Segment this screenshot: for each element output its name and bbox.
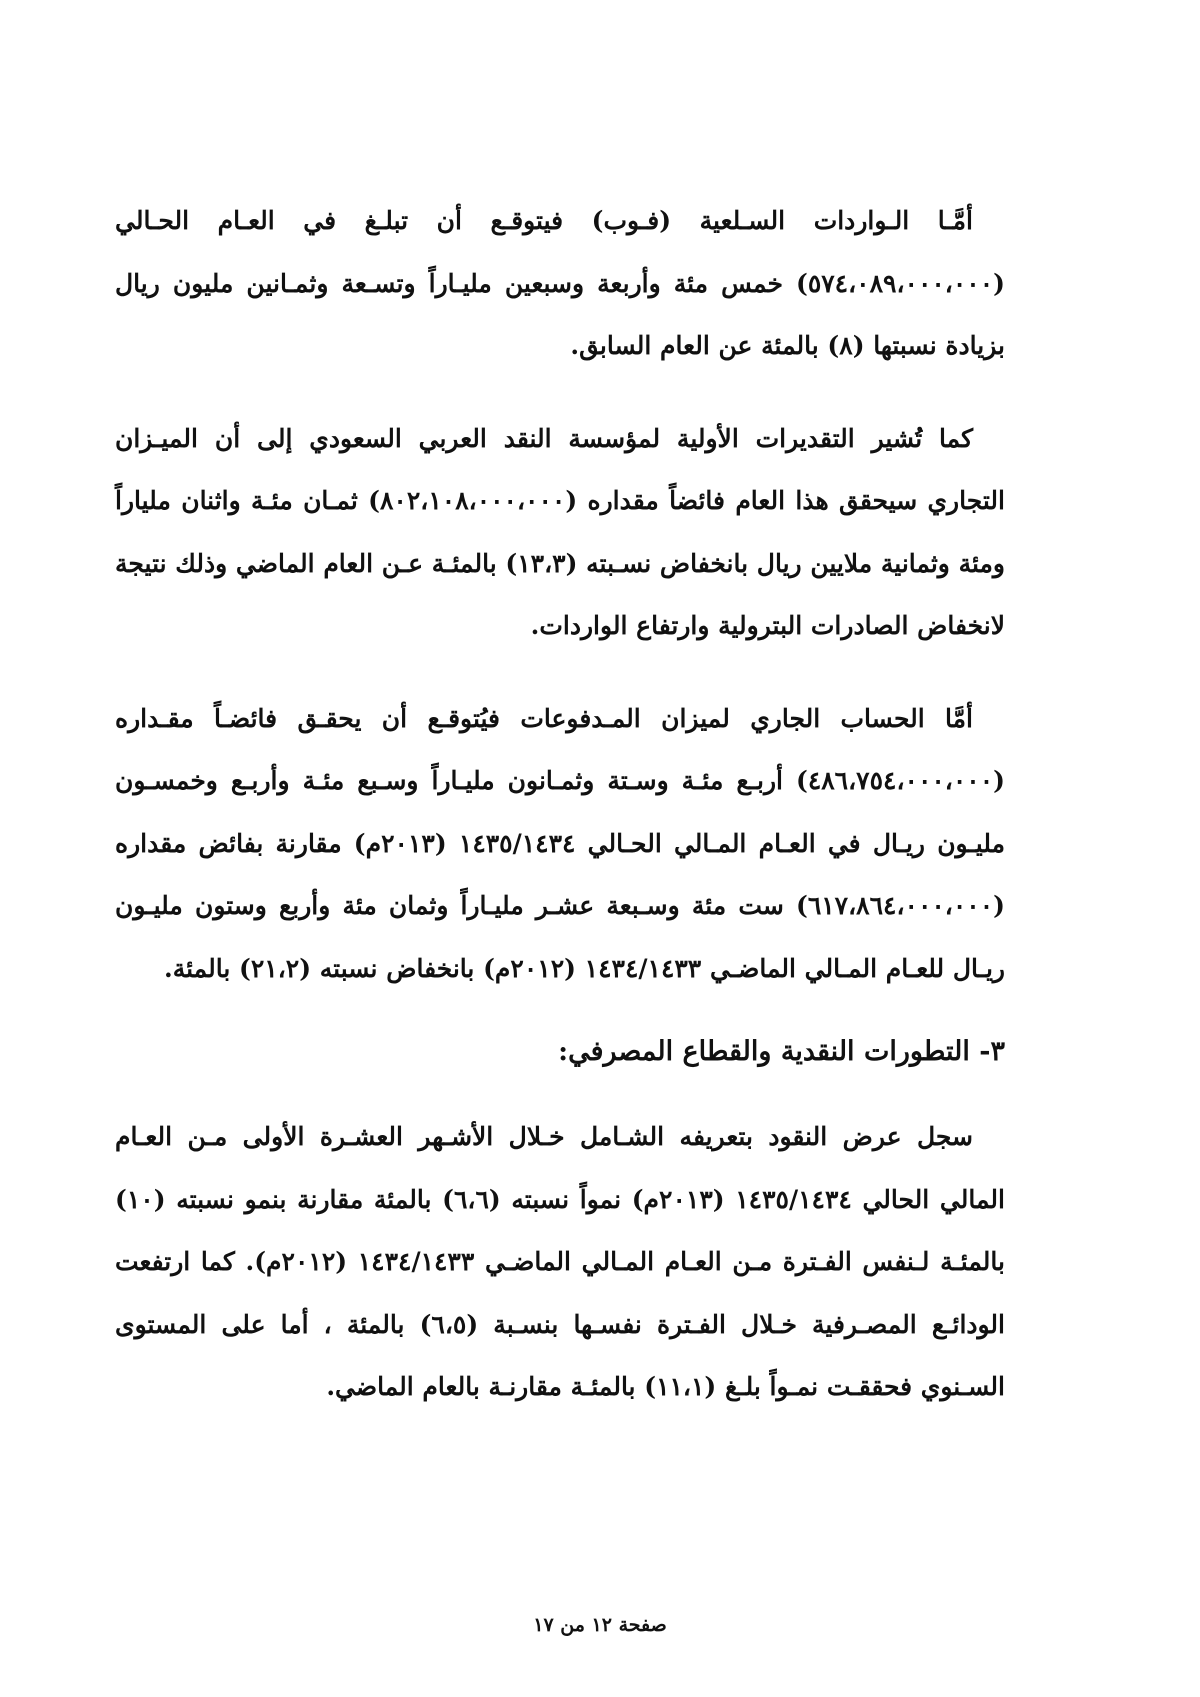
section-heading: ٣- التطورات النقدية والقطاع المصرفي:	[558, 1036, 1005, 1067]
paragraph-trade-balance: كما تُشير التقديرات الأولية لمؤسسة النقد العربي السعودي إلى أن الميـزان التجاري سيحقق هذا العام فائضاً مقداره (٨٠٢،١٠٨،٠٠٠،٠٠٠) ثمـان مئـة واثنان ملياراً ومئة وثمانية ملايين ريال بانخفاض نسـبته (١٣،٣) بالمئـة عـن العام الماضي وذلك نتيجة لانخفاض الصادرات البترولية وارتفاع الواردات.	[115, 423, 1006, 640]
paragraph-current-account: أمَّا الحساب الجاري لميزان المـدفوعات فيُتوقـع أن يحقـق فائضـاً مقـداره (٤٨٦،٧٥٤،٠٠٠،٠٠٠) أربـع مئـة وسـتة وثمـانون مليـاراً وسـبع مئـة وأربـع وخمسـون مليـون ريـال في العـام المـالي الحـالي ١٤٣٥/١٤٣٤ (٢٠١٣م) مقارنة بفائض مقداره (٦١٧،٨٦٤،٠٠٠،٠٠٠) ست مئة وسـبعة عشـر مليـاراً وثمان مئة وأربع وستون مليـون ريـال للعـام المـالي الماضـي ١٤٣٤/١٤٣٣ (٢٠١٢م) بانخفاض نسبته (٢١،٢) بالمئة.	[115, 703, 1005, 983]
paragraph-monetary: سجل عرض النقود بتعريفه الشـامل خـلال الأشـهر العشـرة الأولى مـن العـام المالي الحالي ١٤٣٥/١٤٣٤ (٢٠١٣م) نمواً نسبته (٦،٦) بالمئة مقارنة بنمو نسبته (١٠) بالمئـة لـنفس الفـترة مـن العـام المـالي الماضـي ١٤٣٤/١٤٣٣ (٢٠١٢م). كما ارتفعت الودائـع المصـرفية خـلال الفـترة نفسـها بنسـبة (٦،٥) بالمئة ، أما على المستوى السـنوي فحققـت نمـواً بلـغ (١١،١) بالمئـة مقارنـة بالعام الماضي.	[115, 1122, 1005, 1401]
document-body	[115, 190, 1005, 1449]
paragraph-imports: أمَّـا الـواردات السـلعية (فـوب) فيتوقـع أن تبلـغ في العـام الحـالي (٥٧٤،٠٨٩،٠٠٠،٠٠٠) خمس مئة وأربعة وسبعين مليـاراً وتسـعة وثمـانين مليون ريال بزيادة نسبتها (٨) بالمئة عن العام السابق.	[115, 206, 1005, 360]
page-number: صفحة ١٢ من ١٧	[533, 1614, 667, 1636]
